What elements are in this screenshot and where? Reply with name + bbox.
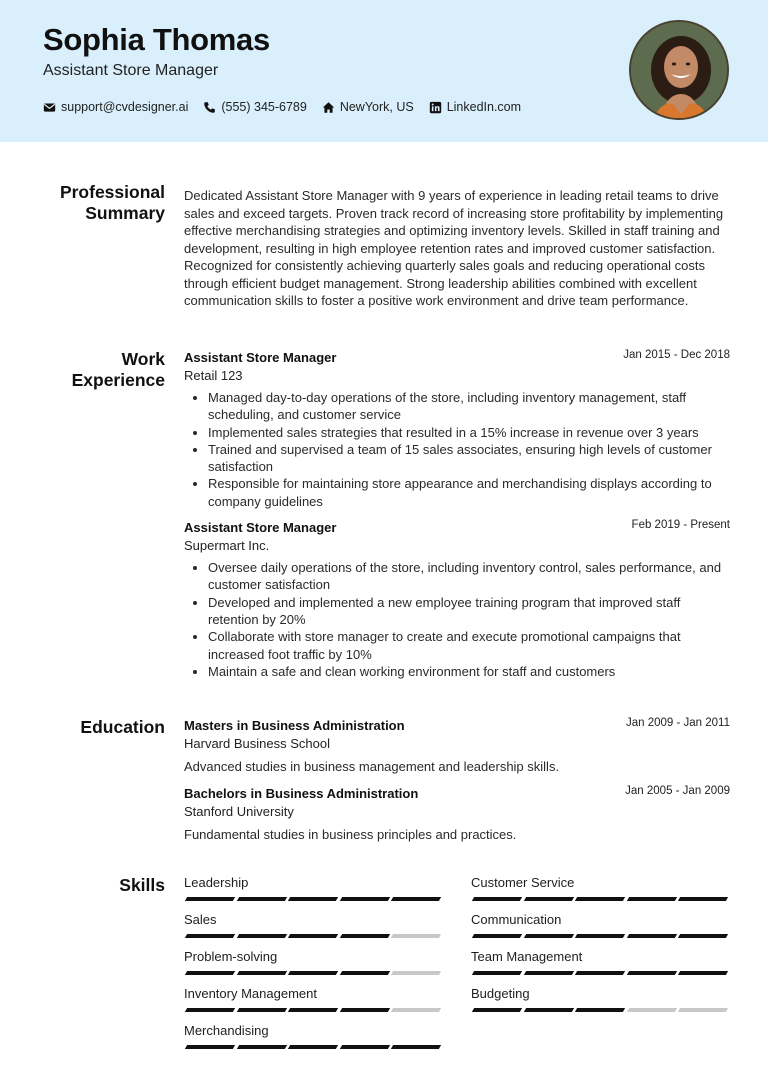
summary-text: Dedicated Assistant Store Manager with 9 years of experience in leading retail teams to drive sales and exceed targets. Proven track record of increasing store profitability by implementing effective merchandising strategies and optimizing inventory levels. Skilled in staff training and development, resulting in high employee retention rates and improved customer satisfaction. Recognized for consistently achieving quarterly sales goals and reducing operational costs through efficient budget management. Strong leadership abilities combined with excellent communication skills to foster a positive work environment and drive team performance. [184,188,724,308]
skill-segment-filled [339,897,389,901]
skill-segment-filled [575,897,625,901]
skill-segment-filled [523,971,573,975]
skill-segment-filled [391,1045,441,1049]
skill-segment-filled [472,897,522,901]
degree-title: Bachelors in Business Administration [184,785,419,801]
linkedin-text: LinkedIn.com [446,100,522,114]
skill-segment-filled [626,934,676,938]
job-entry [184,519,730,680]
skill-segment-filled [185,1008,235,1012]
education-description: Fundamental studies in business principles and practices. [184,826,517,842]
skill-name: Team Management [471,949,583,964]
school-name: Harvard Business School [184,736,330,751]
skill-segment-filled [236,1008,286,1012]
skill-segment-filled [339,971,389,975]
contact-linkedin[interactable] [429,100,521,114]
contact-phone[interactable] [203,100,306,114]
skill-level-bar [473,1008,731,1012]
skill-segment-filled [391,897,441,901]
skill-level-bar [186,1045,444,1049]
skill-segment-filled [339,934,389,938]
section-label-education: Education [80,717,165,737]
skill-segment-filled [575,971,625,975]
skill-segment-filled [288,897,338,901]
school-name: Stanford University [184,803,294,819]
skill-segment-filled [236,934,286,938]
education-dates: Jan 2005 - Jan 2009 [625,784,730,797]
linkedin-icon [429,101,442,114]
contact-email[interactable] [43,100,188,114]
skill-segment-filled [185,1045,235,1049]
bullet-item: • Trained and supervised a team of 15 sales associates, ensuring high levels of customer satisfaction [208,441,730,476]
skill-segment-filled [626,971,676,975]
bullet-item: • Implemented sales strategies that resulted in a 15% increase in revenue over 3 years [208,424,730,441]
skill-segment-filled [288,934,338,938]
job-title: Assistant Store Manager [184,350,337,365]
skill-segment-filled [339,1008,389,1012]
bullet-item: • Managed day-to-day operations of the store, including inventory management, staff scheduling, and customer service [208,389,730,424]
phone-icon [203,101,216,114]
skill-segment-filled [472,934,522,938]
skill-segment-filled [472,1008,522,1012]
education-description: Advanced studies in business management and leadership skills. [184,759,560,774]
skill-name: Leadership [184,875,249,890]
skill-segment-filled [678,971,728,975]
skill-segment-filled [626,897,676,901]
location-text: NewYork, US [339,100,414,114]
section-label-experience: Work Experience [71,349,165,390]
skill-segment-filled [185,971,235,975]
job-title: Assistant Store Manager [184,520,337,536]
skill-name: Sales [184,912,217,927]
skill-segment-filled [523,897,573,901]
skill-segment-filled [523,934,573,938]
contact-location [322,100,414,114]
skill-level-bar [473,971,731,975]
skill-segment-filled [288,971,338,975]
skill-segment-filled [523,1008,573,1012]
candidate-title: Assistant Store Manager [43,62,219,79]
skill-name: Communication [471,912,562,927]
education-list [184,717,730,843]
skill-segment-filled [575,1008,625,1012]
job-company: Supermart Inc. [184,538,270,554]
skill-segment-filled [678,934,728,938]
bullet-item: • Developed and implemented a new employee training program that improved staff retention by 20% [208,594,730,629]
skill-name: Merchandising [184,1023,269,1038]
skill-name: Inventory Management [184,986,317,1001]
skill-level-bar [186,934,444,938]
skill-segment-empty [391,934,441,938]
education-entry [184,785,730,844]
education-entry [184,717,730,776]
skill-segment-filled [339,1045,389,1049]
skill-segment-filled [678,897,728,901]
skill-segment-filled [288,1045,338,1049]
home-icon [322,101,335,114]
job-dates: Feb 2019 - Present [631,519,730,532]
resume-header [0,0,768,142]
skill-segment-empty [391,1008,441,1012]
skill-segment-filled [575,934,625,938]
summary-block [184,187,730,310]
skill-name: Budgeting [471,986,530,1001]
bullet-item: • Maintain a safe and clean working environment for staff and customers [208,663,730,680]
skill-segment-empty [626,1008,676,1012]
job-company: Retail 123 [184,368,243,383]
skill-level-bar [186,971,444,975]
experience-list [184,349,730,680]
skill-segment-filled [185,934,235,938]
bullet-item: • Oversee daily operations of the store, including inventory control, sales performance, and customer satisfaction [208,559,730,594]
skill-segment-filled [288,1008,338,1012]
phone-text: (555) 345-6789 [221,100,307,114]
skill-segment-filled [236,897,286,901]
bullet-item: • Collaborate with store manager to create and execute promotional campaigns that increased foot traffic by 10% [208,628,730,663]
candidate-name: Sophia Thomas [43,22,270,57]
skill-name: Problem-solving [184,949,278,964]
job-bullets [184,389,730,510]
skill-segment-filled [236,1045,286,1049]
contact-row [43,100,536,114]
job-dates: Jan 2015 - Dec 2018 [623,349,730,361]
envelope-icon [43,101,56,114]
skill-segment-empty [391,971,441,975]
skill-segment-filled [185,897,235,901]
education-dates: Jan 2009 - Jan 2011 [625,717,730,729]
skill-level-bar [186,897,444,901]
job-bullets [184,559,730,680]
bullet-item: • Responsible for maintaining store appearance and merchandising displays according to company guidelines [208,475,730,510]
skill-segment-filled [472,971,522,975]
section-label-skills: Skills [119,875,165,895]
email-text: support@cvdesigner.ai [61,100,189,114]
profile-photo [629,20,729,120]
job-entry [184,349,730,510]
section-label-summary: Professional Summary [59,182,165,223]
skill-level-bar [473,934,731,938]
skill-level-bar [473,897,731,901]
degree-title: Masters in Business Administration [184,718,405,733]
skill-segment-empty [678,1008,728,1012]
skill-level-bar [186,1008,444,1012]
skill-segment-filled [236,971,286,975]
skill-name: Customer Service [471,875,575,890]
